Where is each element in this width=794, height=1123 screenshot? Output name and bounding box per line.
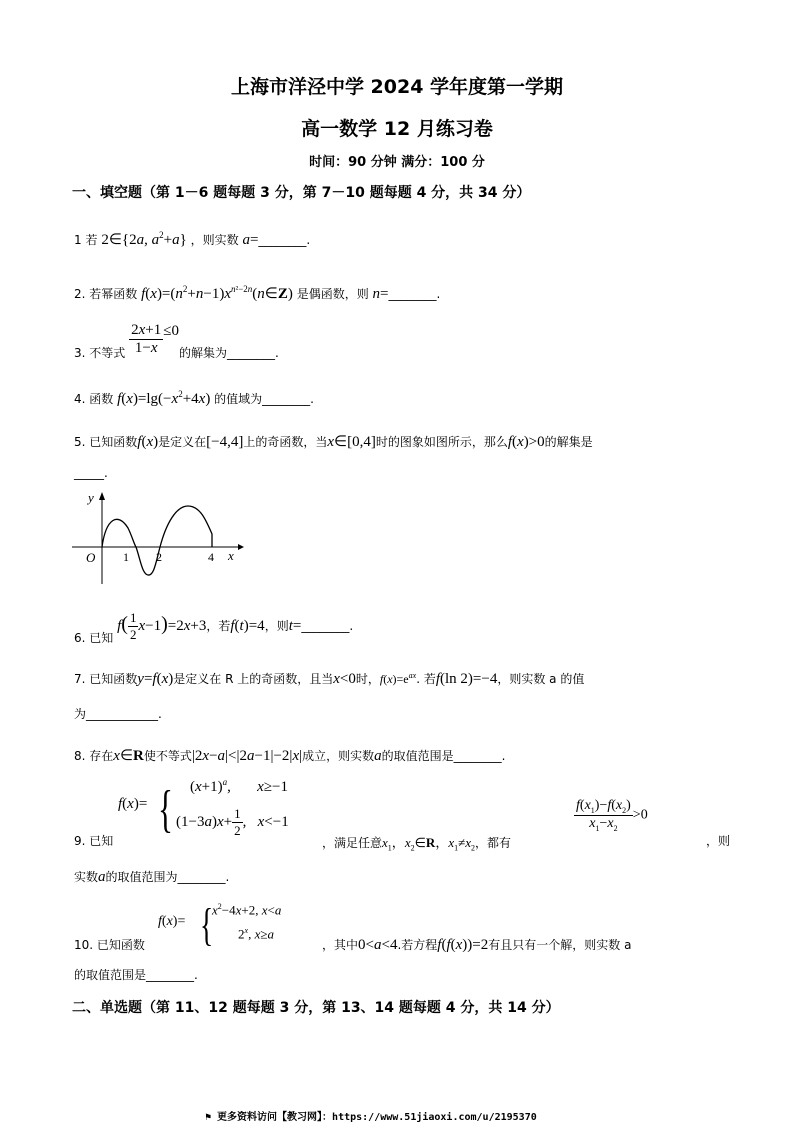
q3-fraction: $\frac{2x+1}{1-x}$ (131, 322, 162, 356)
section-2-heading: 二、单选题（第 11、12 题每题 3 分，第 13、14 题每题 4 分，共 14 分） (72, 1000, 560, 1016)
q4-math: $f(x)=\lg(-x^2+4x)$ (117, 389, 211, 407)
x-axis-label: x (228, 548, 234, 563)
exam-meta: 时间：90 分钟 满分：100 分 (309, 155, 485, 170)
q9-line-2: 实数a的取值范围为________. (74, 869, 230, 885)
q5-text-d: 的解集是 (544, 435, 593, 449)
q1-text-a: 若 (85, 233, 98, 247)
q7-blank: 为____________. (74, 707, 162, 721)
q10-text-c: 有且只有一个解，则实数 a (488, 938, 632, 952)
q9-case-2: (1−3a)x+ $\frac{1}{2}$ , x<−1 (176, 806, 289, 838)
q4-number: 4. 函数 (74, 392, 114, 406)
q10-case-2: 2$^x$, x≥a (238, 926, 274, 942)
q10-fx: f(x)= (158, 914, 186, 929)
q9-text-b: ，都有 (475, 836, 512, 850)
footer-text: 更多资料访问【教习网】：https://www.51jiaoxi.com/u/2195370 (217, 1112, 537, 1123)
q9-number: 9. 已知 (74, 834, 114, 848)
q5-text-b: 上的奇函数，当 (243, 435, 328, 449)
y-axis-label: y (88, 490, 94, 505)
title-line-2: 高一数学 12 月练习卷 (301, 118, 493, 140)
q9-case-1: $(x+1)^a$, x≥−1 (190, 777, 289, 795)
q7-number: 7. 已知函数 (74, 672, 138, 686)
q7-text-b: 时， (355, 672, 380, 686)
q10-case-1: $x^2-4x+2$, x<a (212, 902, 282, 918)
question-7: 7. 已知函数y=f(x)是定义在 R 上的奇函数，且当x<0时，$f(x)=e^{ax}$. 若f(ln 2)=−4，则实数 a 的值 (74, 671, 585, 687)
question-3: 3. 不等式 $\frac{2x+1}{1-x}$ ≤0的解集为________. (74, 322, 279, 360)
q6-text-a: ，若 (206, 618, 231, 633)
q3-number: 3. 不等式 (74, 346, 126, 360)
q10-number: 10. 已知函数 (74, 938, 145, 952)
q2-math: $f(x)=(n^2+n-1)x^{n^2-2n}(n\in Z)$ (141, 284, 293, 302)
q8-text-b: 成立，则实数 (302, 749, 375, 763)
q10-brace: { (200, 899, 214, 950)
q9-brace: { (158, 781, 173, 838)
x-axis-arrow (238, 544, 244, 550)
q7-text-c: . 若 (416, 672, 436, 686)
section-1-heading: 一、填空题（第 1－6 题每题 3 分，第 7－10 题每题 4 分，共 34 分） (72, 185, 531, 201)
question-6: 6. 已知 f( $\frac{1}{2}$ x−1)=2x+3，若f(t)=4，则t=________. (74, 610, 354, 645)
question-1: 1 若 2∈{2a, $a^2+a$} ，则实数 a=________. (74, 230, 311, 248)
q4-text-a: 的值域为________. (214, 392, 314, 406)
question-10: ，其中0<a<4.若方程f(f(x))=2有且只有一个解，则实数 a (322, 937, 632, 953)
q3-text-a: 的解集为________. (178, 346, 279, 360)
tick-2-label: 2 (156, 550, 162, 564)
origin-label: O (86, 550, 96, 565)
q9-text-e: 的取值范围为________. (105, 870, 230, 884)
question-4 (74, 389, 314, 408)
q8-number: 8. 存在 (74, 749, 114, 763)
title-line-1: 上海市洋泾中学 2024 学年度第一学期 (230, 76, 564, 98)
flag-icon: ⚑ (205, 1112, 218, 1123)
q9-fx: f(x)= (118, 796, 148, 812)
tick-1-label: 1 (123, 550, 129, 564)
q7-text-a: 是定义在 R 上的奇函数，且当 (173, 672, 334, 686)
q5-text-c: 时的图象如图所示，那么 (375, 435, 508, 449)
q10-line-2: 的取值范围是________. (74, 968, 198, 982)
question-9: ，满足任意$x_1$，$x_2\in R$，$x_1\ne x_2$，都有 (322, 835, 512, 853)
q10-text-a: ，其中 (322, 938, 359, 952)
q5-text-a: 是定义在 (158, 435, 207, 449)
q8-text-c: 的取值范围是________. (381, 749, 506, 763)
q5-blank: _____. (74, 466, 108, 480)
q9-text-c: ，则 (706, 834, 731, 848)
q1-text-b: ，则实数 (190, 233, 239, 247)
q5-function-graph (68, 488, 248, 588)
q2-number: 2. 若幂函数 (74, 287, 138, 301)
q2-text-a: 是偶函数，则 (296, 287, 369, 301)
q6-math: f( $\frac{1}{2}$ x−1)=2x+3 (117, 610, 207, 642)
q1-number: 1 (74, 233, 82, 247)
q1-math: 2∈{2a, $a^2+a$} (101, 230, 187, 248)
q9-condition: $\frac{f(x_1)-f(x_2)}{x_1-x_2}$ >0 (576, 798, 648, 833)
q6-number: 6. 已知 (74, 630, 114, 645)
function-curve (102, 506, 212, 575)
q1-blank: ________. (258, 233, 311, 247)
question-5: 5. 已知函数f(x)是定义在[−4,4]上的奇函数，当x∈[0,4]时的图象如图所示，那么f(x)>0的解集是 (74, 434, 593, 450)
q1-var: a (242, 232, 250, 248)
q2-blank: ________. (388, 287, 441, 301)
question-2: 2. 若幂函数 $f(x)=(n^2+n-1)x^{n^2-2n}(n\in Z)$ 是偶函数，则 n=________. (74, 284, 441, 302)
q9-text-a: ，满足任意 (322, 836, 383, 850)
q8-text-a: 使不等式 (143, 749, 192, 763)
q6-blank: ________. (301, 618, 354, 633)
y-axis-arrow (99, 492, 105, 500)
question-8: 8. 存在x∈R使不等式|2x−a|<|2a−1|−2|x|成立，则实数a的取值范围是________. (74, 748, 506, 764)
q6-text-b: ，则 (264, 618, 289, 633)
tick-4-label: 4 (208, 550, 214, 564)
footer-link[interactable] (205, 1108, 537, 1123)
q10-text-b: .若方程 (397, 938, 438, 952)
q9-text-d: 实数 (74, 870, 99, 884)
q7-text-d: ，则实数 a 的值 (497, 672, 585, 686)
q5-number: 5. 已知函数 (74, 435, 138, 449)
